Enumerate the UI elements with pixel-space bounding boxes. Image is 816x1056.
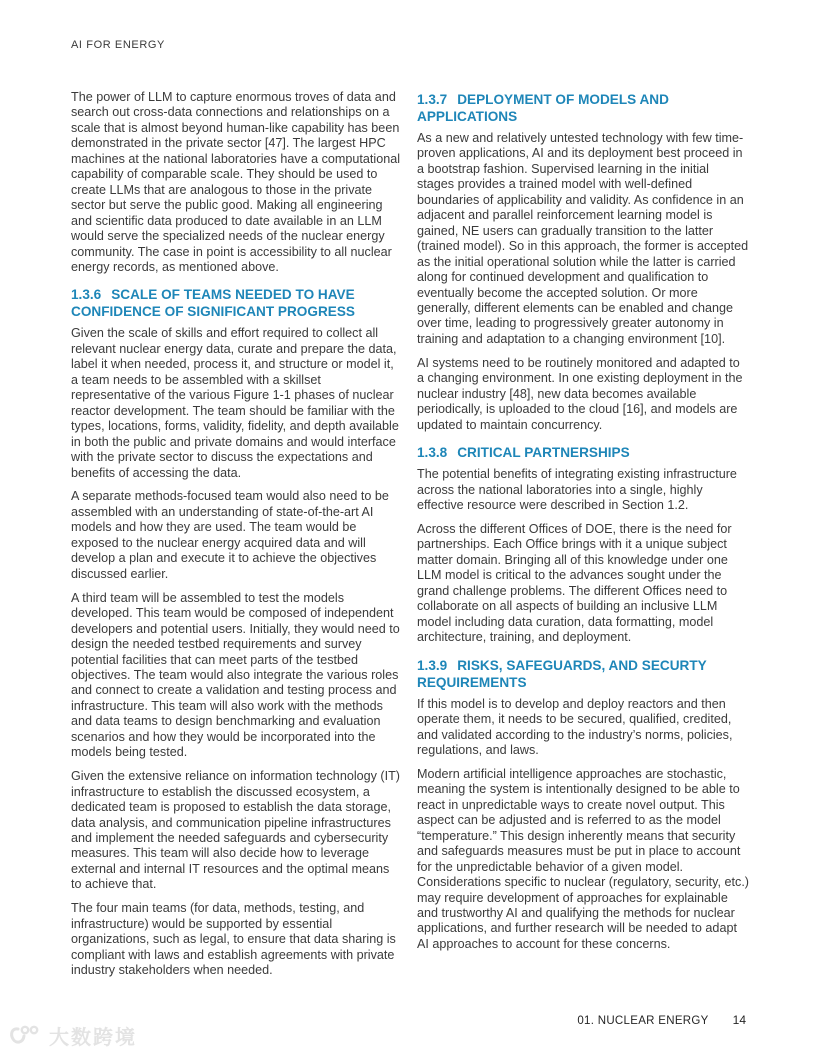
footer-page-number: 14 bbox=[732, 1013, 746, 1027]
paragraph: Across the different Offices of DOE, there is the need for partnerships. Each Office brings with it a unique subject matter domain. Bringing all of this knowledge under one LLM model is critical to the advances sought under the grand challenge problems. The different Offices need to collaborate on all aspects of building an inclusive LLM model including data curation, data formatting, model architecture, training, and deployment. bbox=[417, 521, 732, 645]
paragraph: The potential benefits of integrating existing infrastructure across the national laboratories into a single, highly effective resource were described in Section 1.2. bbox=[417, 467, 737, 513]
section-heading-1-3-8 bbox=[417, 444, 749, 461]
section-title: DEPLOYMENT OF MODELS AND APPLICATIONS bbox=[417, 92, 669, 124]
right-column bbox=[417, 90, 749, 987]
section-number: 1.3.8 bbox=[417, 445, 448, 461]
section-heading-1-3-7 bbox=[417, 91, 749, 125]
footer-section-label: 01. NUCLEAR ENERGY bbox=[577, 1015, 709, 1027]
section-heading-1-3-9 bbox=[417, 657, 749, 691]
section-number: 1.3.9 bbox=[417, 657, 448, 673]
paragraph: As a new and relatively untested technology with few time-proven applications, AI and its deployment best proceed in a bootstrap fashion. Supervised learning in the initial stages provides a trained model with well-defined boundaries of applicability and validity. As confidence in an adjacent and parallel reinforcement learning model is gained, NE users can gradually transition to the latter (trained model). So in this approach, the former is accepted as the initial operational solution while the latter is carried along for continued development and qualification to eventually become the accepted solution. Or more generally, different elements can be enabled and change over time, leading to progressively greater autonomy in training and adaptation to a changing environment [10]. bbox=[417, 131, 749, 346]
paragraph: A third team will be assembled to test the models developed. This team would be composed of independent developers and potential users. Initially, they would need to design the needed testbed requirements and survey potential facilities that can meet parts of the testbed objectives. The team would also integrate the various roles and connect to create a validation and testing process and infrastructure. This team will also work with the methods and data teams to design benchmarking and evaluation scenarios and how they would be incorporated into the models being tested. bbox=[71, 590, 400, 760]
watermark-text: 大数跨境 bbox=[49, 1027, 137, 1049]
paragraph: Modern artificial intelligence approaches are stochastic, meaning the system is intentionally designed to be able to react in unpredictable ways to create novel output. This aspect can be adjusted and is referred to as the model “temperature.” This design inherently means that security and safeguards measures must be put in place to account for the unpredictable behavior of a given model. Considerations specific to nuclear (regulatory, security, etc.) may require development of approaches for explainable and trustworthy AI and qualifying the methods for nuclear applications, and further research will be needed to adapt AI approaches to account for these concerns. bbox=[417, 766, 750, 951]
watermark bbox=[8, 1021, 137, 1050]
paragraph: Given the scale of skills and effort required to collect all relevant nuclear energy data, curate and prepare the data, label it when needed, process it, and structure or model it, a team needs to be assembled with a skillset representative of the various Figure 1-1 phases of nuclear reactor development. The team should be familiar with the types, locations, forms, validity, fidelity, and depth available in both the public and private domains and would interface with the private sector to discuss the expectations and benefits of accessing the data. bbox=[71, 326, 399, 480]
paragraph: If this model is to develop and deploy reactors and then operate them, it needs to be secured, qualified, credited, and validated according to the industry’s norms, policies, regulations, and laws. bbox=[417, 696, 733, 757]
paragraph: Given the extensive reliance on information technology (IT) infrastructure to establish the discussed ecosystem, a dedicated team is proposed to establish the data storage, data analysis, and communication pipeline infrastructures and implement the needed safeguards and cybersecurity measures. This team will also decide how to leverage external and internal IT resources and the optimal means to achieve that. bbox=[71, 769, 401, 892]
watermark-swirl-icon bbox=[8, 1023, 44, 1049]
page-footer bbox=[577, 1013, 746, 1027]
left-column bbox=[71, 90, 403, 987]
paragraph: The four main teams (for data, methods, testing, and infrastructure) would be supported by essential organizations, such as legal, to ensure that data sharing is compliant with laws and establish agreements with private industry stakeholders when needed. bbox=[71, 901, 396, 978]
page-body bbox=[71, 90, 749, 987]
section-heading-1-3-6 bbox=[71, 286, 403, 320]
section-title: SCALE OF TEAMS NEEDED TO HAVE CONFIDENCE OF SIGNIFICANT PROGRESS bbox=[71, 287, 355, 320]
paragraph: A separate methods-focused team would also need to be assembled with an understanding of state-of-the-art AI models and how they are used. The team would be exposed to the nuclear energy acquired data and will develop a plan and execute it to achieve the objectives discussed earlier. bbox=[71, 489, 389, 581]
section-title: CRITICAL PARTNERSHIPS bbox=[457, 445, 630, 461]
section-number: 1.3.6 bbox=[71, 287, 102, 303]
section-number: 1.3.7 bbox=[417, 92, 448, 107]
paragraph: The power of LLM to capture enormous troves of data and search out cross-data connections and relationships on a scale that is almost beyond human-like capability has been demonstrated in the private sector [47]. The largest HPC machines at the national laboratories have a computational capability of comparable scale. They should be used to create LLMs that are analogous to those in the private sector but serve the public good. Making all engineering and scientific data produced to date available in an LLM would serve the specialized needs of the nuclear energy community. The case in point is accessibility to all nuclear energy records, as mentioned above. bbox=[71, 90, 401, 274]
paragraph: AI systems need to be routinely monitored and adapted to a changing environment. In one existing deployment in the nuclear industry [48], new data becomes available periodically, is uploaded to the cloud [16], and models are updated to maintain concurrency. bbox=[417, 355, 743, 432]
section-title: RISKS, SAFEGUARDS, AND SECURTY REQUIREMENTS bbox=[417, 657, 707, 690]
running-header: AI FOR ENERGY bbox=[71, 39, 165, 51]
